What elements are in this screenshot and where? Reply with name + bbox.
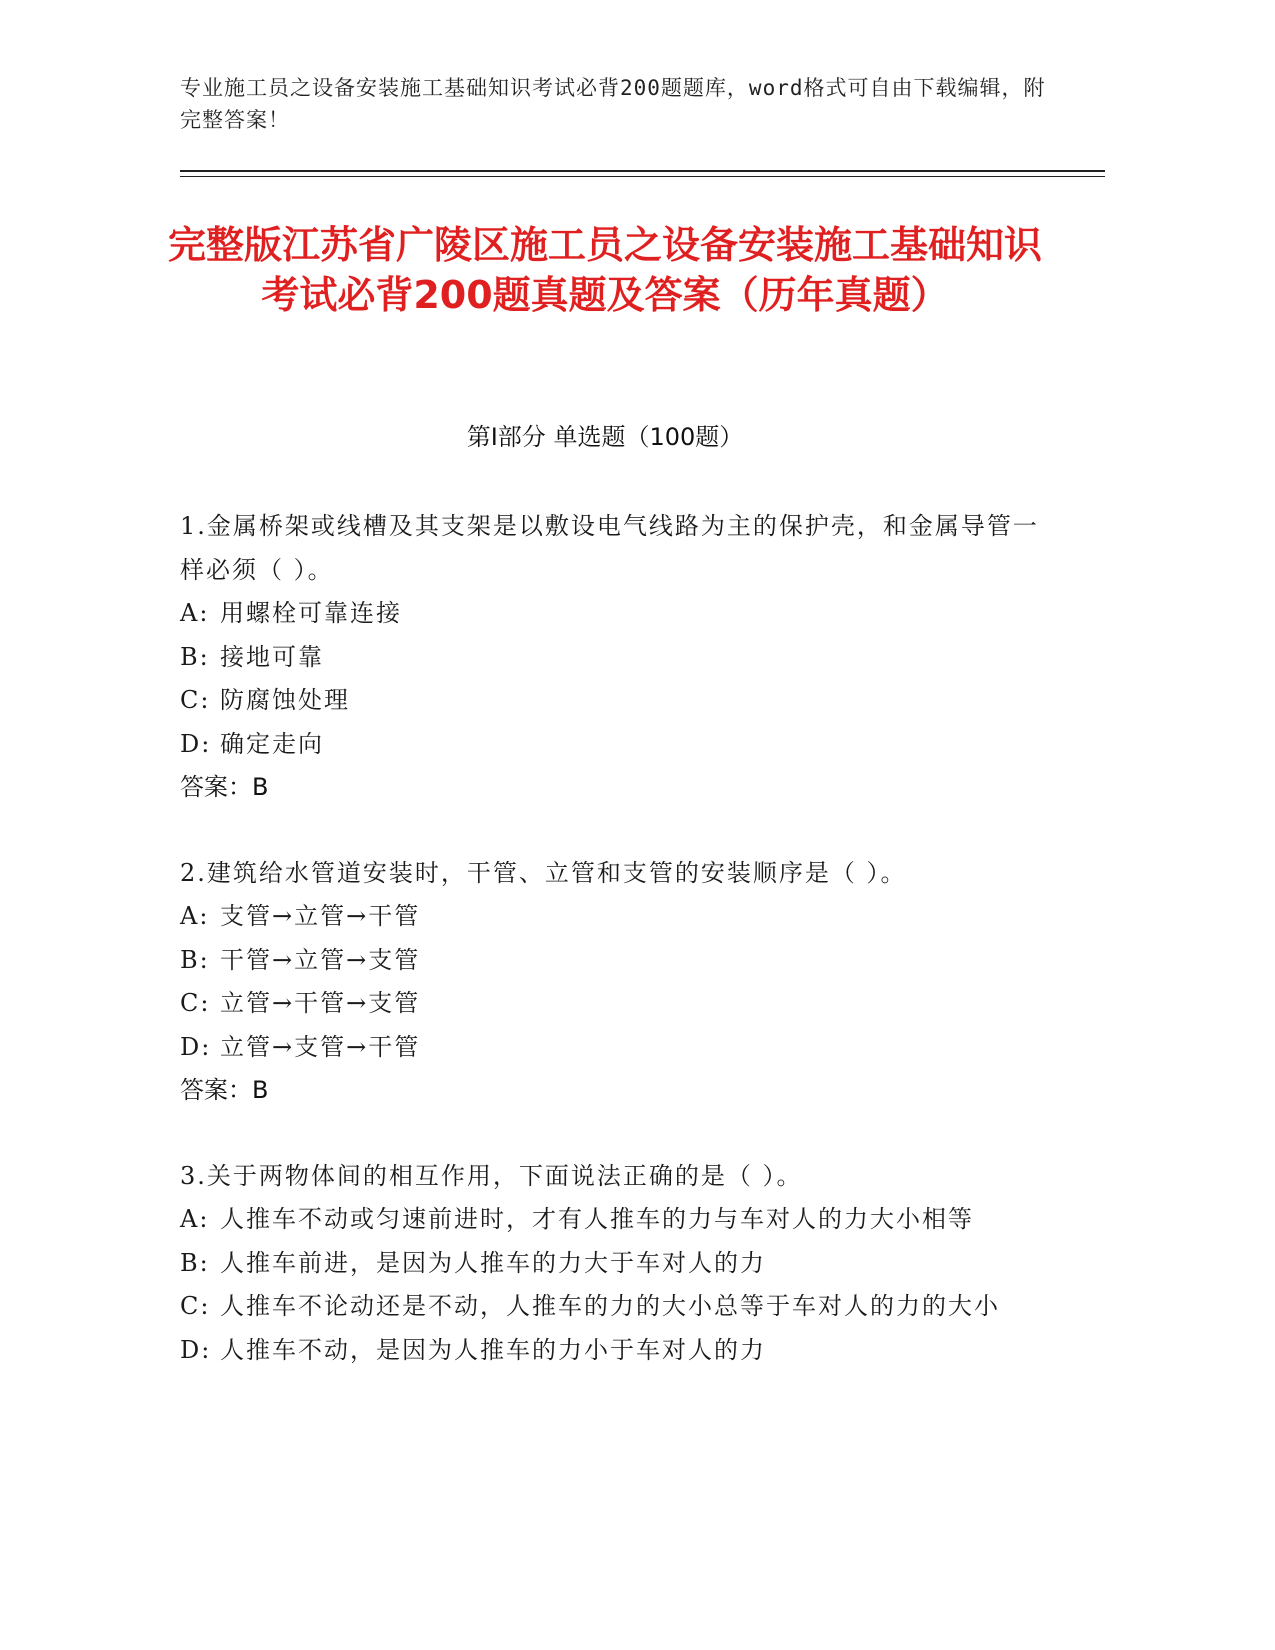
option-text: 人推车不论动还是不动，人推车的力的大小总等于车对人的力的大小 (220, 1292, 1000, 1320)
option-a (180, 592, 1040, 636)
option-d (180, 1026, 1040, 1070)
option-text: 立管→干管→支管 (220, 989, 421, 1017)
option-key: B: (180, 642, 210, 671)
option-c (180, 1285, 1040, 1329)
option-text: 干管→立管→支管 (220, 945, 421, 974)
option-d (180, 1329, 1040, 1373)
option-d (180, 723, 1040, 767)
question-1 (180, 505, 1040, 810)
question-2 (180, 852, 1040, 1113)
question-list (180, 505, 1040, 1414)
option-a (180, 895, 1040, 939)
option-key: A: (180, 902, 210, 930)
question-stem: 2.建筑给水管道安装时，干管、立管和支管的安装顺序是（ ）。 (180, 858, 907, 887)
option-c (180, 679, 1040, 723)
option-a (180, 1198, 1040, 1242)
answer: 答案：B (180, 1076, 269, 1104)
section-title: 第Ⅰ部分 单选题（100题） (466, 423, 744, 451)
option-b (180, 1242, 1040, 1286)
question-stem: 1.金属桥架或线槽及其支架是以敷设电气线路为主的保护壳，和金属导管一样必须（ ）。 (180, 512, 1039, 584)
option-key: D: (180, 729, 212, 758)
option-text: 接地可靠 (220, 642, 324, 671)
header-divider-thin (180, 176, 1105, 177)
option-key: B: (180, 945, 210, 974)
option-key: D: (180, 1032, 212, 1061)
option-text: 确定走向 (220, 729, 324, 758)
option-text: 人推车前进，是因为人推车的力大于车对人的力 (220, 1248, 766, 1277)
option-key: A: (180, 599, 210, 627)
option-key: B: (180, 1248, 210, 1277)
header-divider (180, 170, 1105, 172)
option-key: C: (180, 989, 211, 1017)
option-c (180, 982, 1040, 1026)
header-note: 专业施工员之设备安装施工基础知识考试必背200题题库，word格式可自由下载编辑，附完整答案！ (180, 76, 1046, 132)
option-b (180, 939, 1040, 983)
option-b (180, 636, 1040, 680)
answer: 答案：B (180, 773, 269, 801)
option-text: 用螺栓可靠连接 (220, 599, 402, 627)
option-key: A: (180, 1205, 210, 1233)
question-stem: 3.关于两物体间的相互作用，下面说法正确的是（ ）。 (180, 1161, 803, 1190)
option-text: 人推车不动，是因为人推车的力小于车对人的力 (220, 1335, 766, 1364)
option-key: C: (180, 1292, 211, 1320)
option-key: C: (180, 686, 211, 714)
option-text: 立管→支管→干管 (220, 1032, 421, 1061)
option-text: 支管→立管→干管 (220, 902, 421, 930)
option-text: 人推车不动或匀速前进时，才有人推车的力与车对人的力大小相等 (220, 1205, 974, 1233)
option-key: D: (180, 1335, 212, 1364)
option-text: 防腐蚀处理 (220, 686, 350, 714)
document-title: 完整版江苏省广陵区施工员之设备安装施工基础知识考试必背200题真题及答案（历年真题） (167, 223, 1042, 317)
question-3 (180, 1155, 1040, 1373)
